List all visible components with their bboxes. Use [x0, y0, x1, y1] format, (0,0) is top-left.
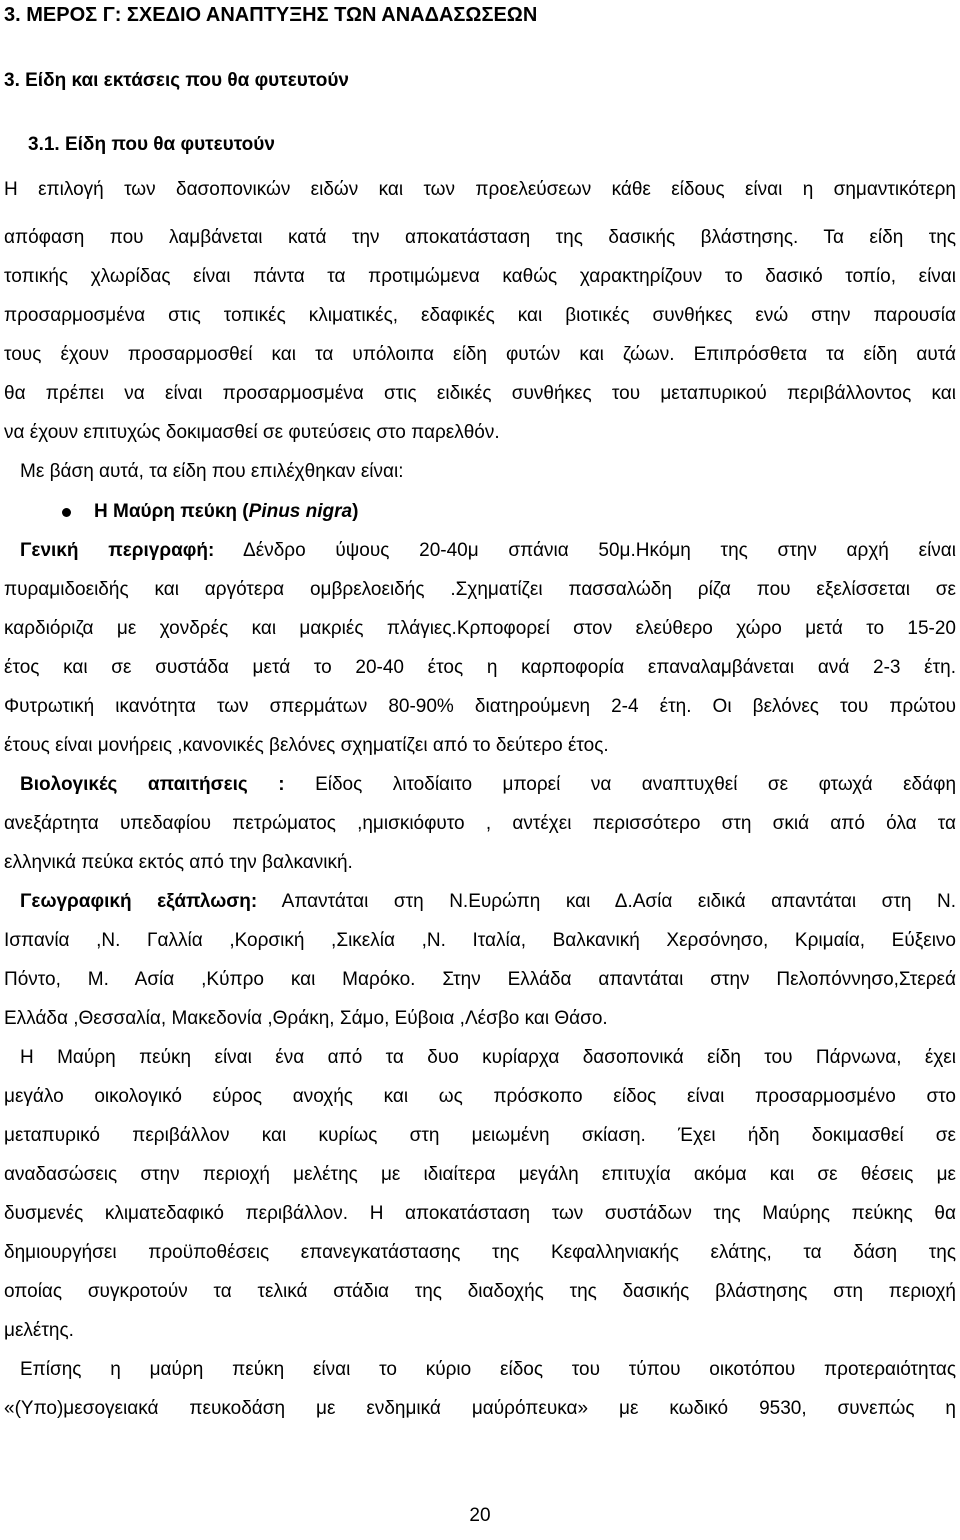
intro-line: Η επιλογή των δασοπονικών ειδών και των προελεύσεων κάθε είδους είναι η σημαντικότερη	[4, 179, 956, 200]
general-label: Γενική περιγραφή:	[20, 540, 215, 561]
parnonas-line: μεταπυρικό περιβάλλον και κυρίως στη μειωμένη σκίαση. Έχει ήδη δοκιμασθεί σε	[4, 1125, 956, 1146]
geo-line: Ισπανία ,Ν. Γαλλία ,Κορσική ,Σικελία ,Ν. Ιταλία, Βαλκανική Χερσόνησο, Κριμαία, Εύξεινο	[4, 930, 956, 951]
general-line-first	[20, 540, 956, 562]
general-line: έτος και σε συστάδα μετά το 20-40 έτος η καρποφορία επαναλαμβάνεται ανά 2-3 έτη.	[4, 657, 956, 678]
geo-line: Ελλάδα ,Θεσσαλία, Μακεδονία ,Θράκη, Σάμο, Εύβοια ,Λέσβο και Θάσο.	[4, 1008, 608, 1029]
intro-line: να έχουν επιτυχώς δοκιμασθεί σε φυτεύσεις στο παρελθόν.	[4, 422, 500, 443]
general-text: Δένδρο ύψους 20-40μ σπάνια 50μ.Ηκόμη της στην αρχή είναι	[243, 540, 956, 561]
geo-label: Γεωγραφική εξάπλωση:	[20, 891, 258, 912]
intro-line: προσαρμοσμένα στις τοπικές κλιματικές, εδαφικές και βιοτικές συνθήκες ενώ στην παρουσία	[4, 305, 956, 326]
habitat-line: «(Υπο)μεσογειακά πευκοδάση με ενδημικά μαύρόπευκα» με κωδικό 9530, συνεπώς η	[4, 1398, 956, 1419]
geo-line: Πόντο, Μ. Ασία ,Κύπρο και Μαρόκο. Στην Ελλάδα απαντάται στην Πελοπόννησο,Στερεά	[4, 969, 956, 990]
parnonas-line: δημιουργήσει προϋποθέσεις επανεγκατάστασης της Κεφαλληνιακής ελάτης, τα δάση της	[4, 1242, 956, 1263]
species-name: Η Μαύρη πεύκη (	[94, 501, 249, 522]
general-line: πυραμιδοειδής και αργότερα ομβρελοειδής .Σχηματίζει πασσαλώδη ρίζα που εξελίσσεται σε	[4, 579, 956, 600]
parnonas-line: μελέτης.	[4, 1320, 74, 1341]
intro-line: θα πρέπει να είναι προσαρμοσμένα στις ειδικές συνθήκες του μεταπυρικού περιβάλλοντος και	[4, 383, 956, 404]
general-line: καρδιόριζα με χονδρές και μακριές πλάγιες.Κρποφορεί στον ελεύθερο χώρο μετά το 15-20	[4, 618, 956, 639]
parnonas-line: δυσμενές κλιματεδαφικό περιβάλλον. Η αποκατάσταση των συστάδων της Μαύρης πεύκης θα	[4, 1203, 956, 1224]
general-line: Φυτρωτική ικανότητα των σπερμάτων 80-90% διατηρούμενη 2-4 έτη. Οι βελόνες του πρώτου	[4, 696, 956, 717]
intro-line: τους έχουν προσαρμοσθεί και τα υπόλοιπα είδη φυτών και ζώων. Επιπρόσθετα τα είδη αυτά	[4, 344, 956, 365]
intro-line: απόφαση που λαμβάνεται κατά την αποκατάσταση της δασικής βλάστησης. Τα είδη της	[4, 227, 956, 248]
species-item	[94, 501, 358, 523]
bio-line: ανεξάρτητα υπεδαφίου πετρώματος ,ημισκιόφυτο , αντέχει περισσότερο στη σκιά από όλα τα	[4, 813, 956, 834]
heading-main: 3. ΜΕΡΟΣ Γ: ΣΧΕΔΙΟ ΑΝΑΠΤΥΞΗΣ ΤΩΝ ΑΝΑΔΑΣΩΣΕΩΝ	[4, 4, 538, 26]
bullet-icon	[62, 508, 71, 517]
geo-line-first	[20, 891, 956, 913]
page-number: 20	[469, 1505, 491, 1526]
heading-section: 3. Είδη και εκτάσεις που θα φυτευτούν	[4, 70, 349, 91]
bio-line: ελληνικά πεύκα εκτός από την βαλκανική.	[4, 852, 353, 873]
parnonas-line: αναδασώσεις στην περιοχή μελέτης με ιδιαίτερα μεγάλη επιτυχία ακόμα και σε θέσεις με	[4, 1164, 956, 1185]
parnonas-line: μεγάλο οικολογικό εύρος ανοχής και ως πρόσκοπο είδος είναι προσαρμοσμένο στο	[4, 1086, 956, 1107]
parnonas-line: Η Μαύρη πεύκη είναι ένα από τα δυο κυρίαρχα δασοπονικά είδη του Πάρνωνα, έχει	[20, 1047, 956, 1068]
bio-line-first	[20, 774, 956, 796]
selection-intro: Με βάση αυτά, τα είδη που επιλέχθηκαν είναι:	[20, 461, 404, 482]
habitat-line: Επίσης η μαύρη πεύκη είναι το κύριο είδος του τύπου οικοτόπου προτεραιότητας	[20, 1359, 956, 1380]
intro-line: τοπικής χλωρίδας είναι πάντα τα προτιμώμενα καθώς χαρακτηρίζουν το δασικό τοπίο, είναι	[4, 266, 956, 287]
species-latin: Pinus nigra	[248, 501, 353, 522]
species-close: )	[352, 501, 359, 522]
heading-subsection: 3.1. Είδη που θα φυτευτούν	[28, 134, 275, 155]
geo-text: Απαντάται στη Ν.Ευρώπη και Δ.Ασία ειδικά απαντάται στη Ν.	[257, 891, 956, 912]
document-page	[4, 0, 956, 1540]
parnonas-line: οποίας συγκροτούν τα τελικά στάδια της διαδοχής της δασικής βλάστησης στη περιοχή	[4, 1281, 956, 1302]
general-line: έτους είναι μονήρεις ,κανονικές βελόνες σχηματίζει από το δεύτερο έτος.	[4, 735, 609, 756]
bio-label: Βιολογικές απαιτήσεις :	[20, 774, 285, 795]
bio-text: Είδος λιτοδίαιτο μπορεί να αναπτυχθεί σε φτωχά εδάφη	[315, 774, 957, 795]
